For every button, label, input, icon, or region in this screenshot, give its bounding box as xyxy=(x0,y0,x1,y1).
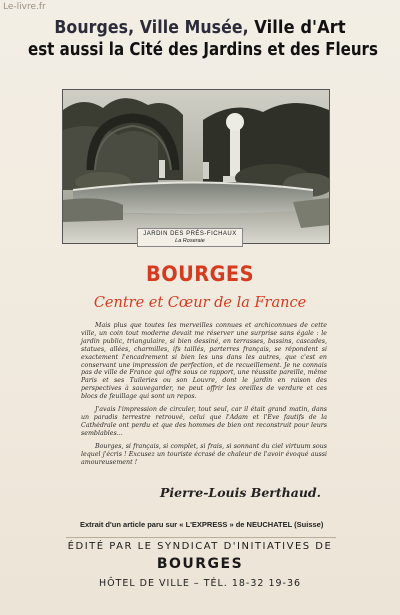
article-paragraph: Mais plus que toutes les merveilles connues et archiconnues de cette ville, un coin tout moderne devait me réserver une surprise sans égale : le jardin public, triangulaire, si bien dessiné, en terrasses, bassins, cascades, statues, allées, charmilles, ifs taillés, parterres français, se répondent si exactement l'encadrement si bien les uns dans les autres, que c'est en conservant une impression de perfection, et de recueillement. Je ne connais pas de ville de France qui offre sous ce rapport, une réussite pareille, même Paris et ses Tuileries ou son Louvre, dont le jardin en raison des perspectives à sauvegarder, ne peut offrir les oreilles de verdure et ces blocs de feuillage qui sont un repos. xyxy=(81,322,327,401)
photo-caption-subtitle: La Roseraie xyxy=(175,238,205,244)
publisher-line: ÉDITÉ PAR LE SYNDICAT D'INITIATIVES DE xyxy=(67,541,333,552)
photo-caption-title: JARDIN DES PRÉS-FICHAUX xyxy=(143,231,237,237)
garden-photo-image xyxy=(63,90,329,243)
author-signature: Pierre-Louis Berthaud. xyxy=(160,485,322,500)
article-paragraph: Bourges, si français, si complet, si frais, si sonnant du ciel virtuum sous lequel j'écris ! Excusez un touriste écrasé de chaleur de l'avoir évoqué aussi amoureusement ! xyxy=(81,442,327,466)
source-note: Extrait d'un article paru sur « L'EXPRESS » de NEUCHATEL (Suisse) xyxy=(80,520,324,529)
page-header xyxy=(0,18,400,61)
article-title: BOURGES xyxy=(146,262,254,286)
header-line-1-part-2: Ville d'Art xyxy=(254,17,346,38)
publisher-city: BOURGES xyxy=(156,556,244,572)
publisher-contact: HÔTEL DE VILLE – TÉL. 18-32 19-36 xyxy=(98,578,302,589)
header-line-1 xyxy=(20,18,380,38)
site-watermark: Le-livre.fr xyxy=(3,2,46,12)
article-subtitle: Centre et Cœur de la France xyxy=(93,295,307,311)
article-body xyxy=(81,322,327,471)
garden-photo xyxy=(62,89,330,244)
header-line-2: est aussi la Cité des Jardins et des Fleurs xyxy=(28,40,378,60)
footer-divider xyxy=(66,537,336,538)
photo-caption xyxy=(137,228,243,247)
header-line-1-part-1: Bourges, Ville Musée, xyxy=(54,18,255,38)
article-paragraph: J'avais l'impression de circuler, tout seul, car il était grand matin, dans un paradis terrestre retrouvé, celui que l'Adam et l'Eve fautifs de la Cathédrale ont perdu et que des hommes de bien ont reconstruit pour leurs semblables... xyxy=(81,406,327,437)
